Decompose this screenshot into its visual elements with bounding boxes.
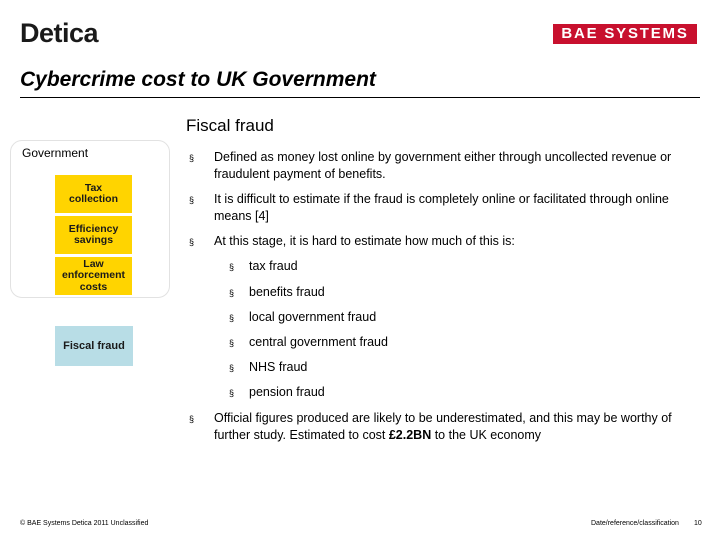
fiscal-fraud-box: Fiscal fraud (55, 326, 133, 366)
bullet-marker: § (189, 153, 195, 163)
page-number: 10 (694, 520, 702, 527)
sub-bullet-central-government-fraud: central government fraud (249, 335, 388, 349)
tax-collection-box: Tax collection (55, 175, 132, 213)
sub-bullet-nhs-fraud: NHS fraud (249, 360, 308, 374)
sub-bullet-marker: § (229, 313, 235, 323)
official-figures-tail: to the UK economy (431, 428, 542, 442)
government-label: Government (22, 146, 89, 160)
sub-bullet-marker: § (229, 388, 235, 398)
footer-copyright: © BAE Systems Detica 2011 Unclassified (20, 520, 149, 527)
bullet-definition: Defined as money lost online by government either through uncollected revenue or fraudulent payment of benefits. (214, 150, 672, 181)
bullet-estimate-difficulty: It is difficult to estimate if the fraud is completely online or facilitated through online means [4] (214, 192, 669, 223)
law-enforcement-costs-box: Law enforcement costs (55, 257, 132, 295)
bae-systems-logo: BAE SYSTEMS (553, 24, 697, 44)
bullet-official-figures (214, 410, 674, 444)
sub-bullet-marker: § (229, 363, 235, 373)
sub-bullet-local-government-fraud: local government fraud (249, 310, 377, 324)
sub-bullet-marker: § (229, 338, 235, 348)
section-title: Fiscal fraud (186, 116, 274, 135)
footer-reference: Date/reference/classification (591, 520, 679, 527)
bullet-marker: § (189, 237, 195, 247)
title-divider (20, 97, 700, 98)
estimated-cost-value: £2.2BN (388, 428, 432, 442)
official-figures-text: Official figures produced are likely to be underestimated, and this may be worthy of further study. Estimated to cost (214, 411, 672, 442)
slide-title: Cybercrime cost to UK Government (20, 68, 376, 91)
bullet-hard-to-estimate: At this stage, it is hard to estimate how much of this is: (214, 234, 515, 248)
sub-bullet-pension-fraud: pension fraud (249, 385, 325, 399)
detica-logo: Detica (20, 18, 99, 48)
efficiency-savings-box: Efficiency savings (55, 216, 132, 254)
sub-bullet-marker: § (229, 262, 235, 272)
sub-bullet-tax-fraud: tax fraud (249, 259, 298, 273)
bullet-marker: § (189, 414, 195, 424)
bullet-marker: § (189, 195, 195, 205)
sub-bullet-benefits-fraud: benefits fraud (249, 285, 325, 299)
sub-bullet-marker: § (229, 288, 235, 298)
